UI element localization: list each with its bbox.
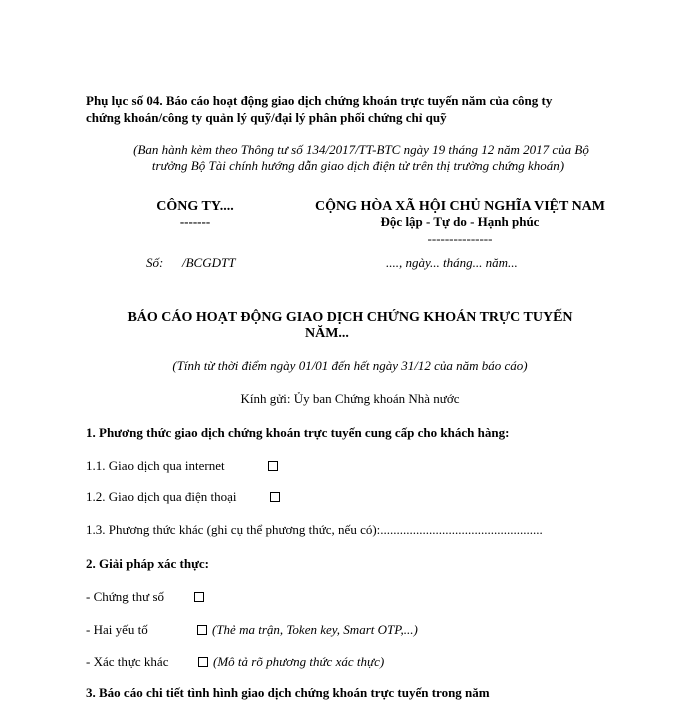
section3-heading: 3. Báo cáo chi tiết tình hình giao dịch chứng khoán trực tuyến trong năm [86,685,490,700]
option-other-method: 1.3. Phương thức khác (ghi cụ thể phương thức, nếu có):.................................................. [86,522,543,537]
checkbox-digital-certificate[interactable] [194,592,204,602]
section2-heading: 2. Giải pháp xác thực: [86,556,210,571]
report-title-line2: NĂM... [305,326,349,341]
option-internet [86,458,225,474]
document-number-label: Số: [146,255,164,270]
auth-two-factor-label: - Hai yếu tố [86,622,148,637]
motto-rule: --------------- [427,231,493,246]
company-rule: ------- [179,214,211,229]
option-phone [86,489,237,505]
auth-two-factor-note: (Thẻ ma trận, Token key, Smart OTP,...) [212,622,418,637]
date-line: ...., ngày... tháng... năm... [386,255,518,270]
republic-title: CỘNG HÒA XÃ HỘI CHỦ NGHĨA VIỆT NAM [314,199,605,214]
appendix-title-line1: Phụ lục số 04. Báo cáo hoạt động giao dịch chứng khoán trực tuyến năm của công ty [86,93,553,108]
section1-heading: 1. Phương thức giao dịch chứng khoán trực tuyến cung cấp cho khách hàng: [86,425,510,440]
auth-other-note: (Mô tả rõ phương thức xác thực) [213,654,385,669]
checkbox-two-factor[interactable] [197,625,207,635]
document-number-code: /BCGDTT [182,255,236,270]
motto: Độc lập - Tự do - Hạnh phúc [380,214,540,229]
issued-note-line1: (Ban hành kèm theo Thông tư số 134/2017/TT-BTC ngày 19 tháng 12 năm 2017 của Bộ [133,142,589,157]
report-period-note: (Tính từ thời điểm ngày 01/01 đến hết ngày 31/12 của năm báo cáo) [172,358,528,373]
issued-note-line2: trưởng Bộ Tài chính hướng dẫn giao dịch điện tử trên thị trường chứng khoán) [151,158,565,173]
option-phone-label: 1.2. Giao dịch qua điện thoại [86,489,237,504]
auth-digital-certificate-label: - Chứng thư số [86,589,165,604]
checkbox-other-auth[interactable] [198,657,208,667]
checkbox-internet[interactable] [268,461,278,471]
auth-other-label: - Xác thực khác [86,654,169,669]
option-internet-label: 1.1. Giao dịch qua internet [86,458,225,473]
report-title-line1: BÁO CÁO HOẠT ĐỘNG GIAO DỊCH CHỨNG KHOÁN TRỰC TUYẾN [127,310,573,325]
appendix-title-line2: chứng khoán/công ty quản lý quỹ/đại lý phân phối chứng chỉ quỹ [86,110,447,125]
checkbox-phone[interactable] [270,492,280,502]
addressee: Kính gửi: Ủy ban Chứng khoán Nhà nước [240,391,460,406]
company-name: CÔNG TY.... [156,199,234,214]
